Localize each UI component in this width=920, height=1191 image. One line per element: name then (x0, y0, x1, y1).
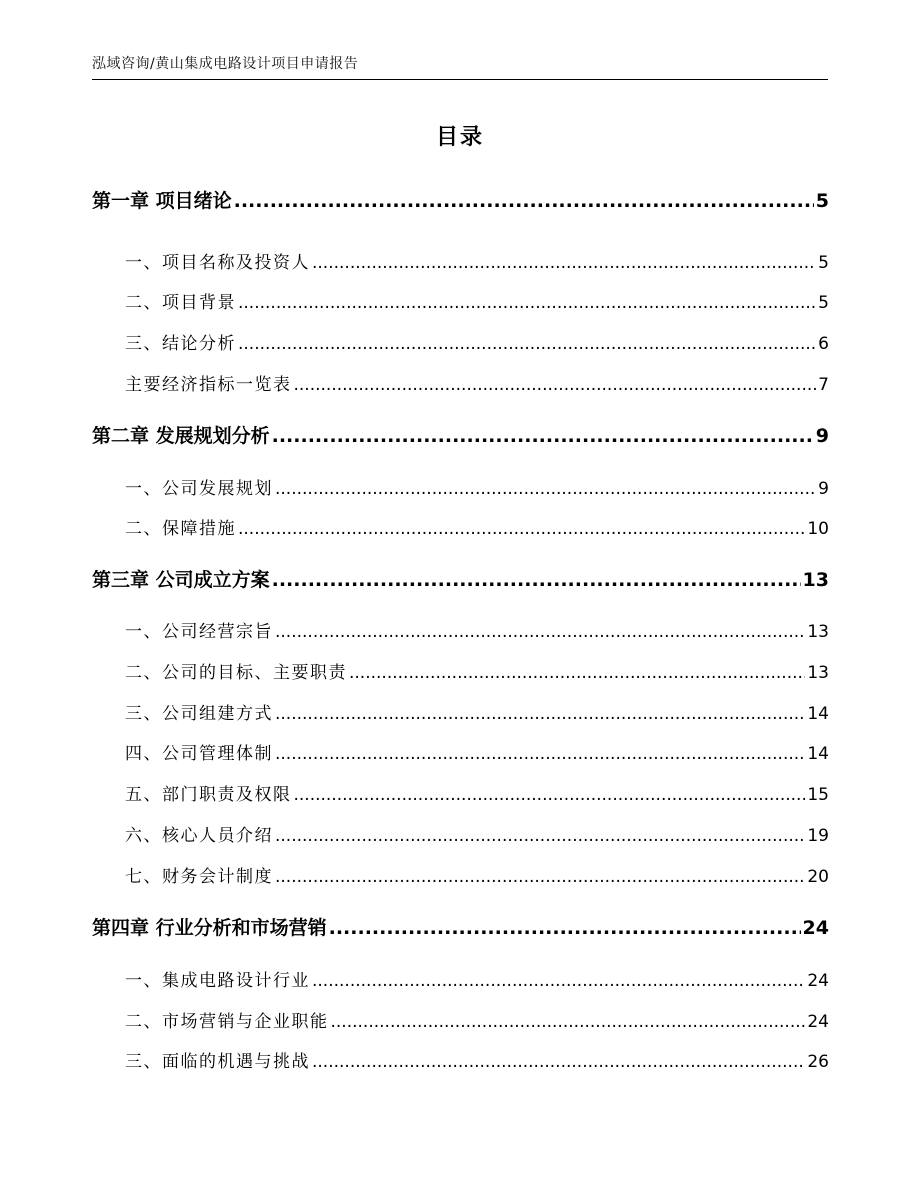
toc-entry-section[interactable] (125, 329, 829, 354)
dot-leader (272, 425, 814, 447)
toc-entry-page: 19 (807, 826, 829, 846)
toc-entry-page: 10 (807, 519, 829, 539)
toc-entry-number: 一、 (125, 253, 162, 273)
toc-entry-page: 24 (802, 917, 829, 939)
toc-entry-title: 项目名称及投资人 (162, 253, 310, 273)
toc-entry-title: 部门职责及权限 (162, 785, 292, 805)
toc-entry-section[interactable] (125, 780, 829, 805)
dot-leader (331, 1012, 806, 1032)
toc-entry-page: 13 (802, 569, 829, 591)
toc-entry-number: 三、 (125, 334, 162, 354)
toc-entry-page: 24 (807, 971, 829, 991)
dot-leader (294, 375, 817, 395)
toc-entry-section[interactable] (125, 248, 829, 273)
toc-entry-page: 14 (807, 704, 829, 724)
toc-entry-number: 二、 (125, 519, 162, 539)
toc-entry-page: 26 (807, 1052, 829, 1072)
dot-leader (294, 785, 806, 805)
toc-entry-section[interactable] (125, 739, 829, 764)
toc-entry-section[interactable] (125, 370, 829, 395)
toc-title: 目录 (435, 125, 484, 150)
toc-entry-title: 公司管理体制 (162, 744, 273, 764)
toc-entry-number: 三、 (125, 704, 162, 724)
toc-entry-page: 5 (815, 190, 829, 212)
toc-entry-title: 公司的目标、主要职责 (162, 663, 347, 683)
dot-leader (275, 826, 805, 846)
toc-entry-page: 9 (815, 425, 829, 447)
toc-entry-title: 公司发展规划 (162, 479, 273, 499)
dot-leader (272, 569, 801, 591)
dot-leader (234, 190, 814, 212)
dot-leader (329, 917, 801, 939)
toc-entry-number: 一、 (125, 622, 162, 642)
toc-entry-number: 七、 (125, 867, 162, 887)
toc-entry-title: 核心人员介绍 (162, 826, 273, 846)
toc-entry-section[interactable] (125, 1007, 829, 1032)
toc-entry-chapter-2[interactable] (92, 421, 829, 448)
toc-entry-number: 三、 (125, 1052, 162, 1072)
toc-entry-number: 四、 (125, 744, 162, 764)
dot-leader (349, 663, 805, 683)
dot-leader (275, 744, 805, 764)
toc-entry-number: 二、 (125, 293, 162, 313)
toc-entry-page: 5 (818, 253, 829, 273)
toc-entry-page: 6 (818, 334, 829, 354)
dot-leader (275, 704, 805, 724)
toc-entry-title: 项目背景 (162, 293, 236, 313)
toc-entry-number: 五、 (125, 785, 162, 805)
toc-entry-number: 一、 (125, 479, 162, 499)
toc-entry-section[interactable] (125, 288, 829, 313)
dot-leader (312, 971, 805, 991)
toc-entry-number: 二、 (125, 1012, 162, 1032)
dot-leader (312, 1052, 805, 1072)
dot-leader (275, 479, 816, 499)
dot-leader (238, 293, 816, 313)
toc-entry-title: 集成电路设计行业 (162, 971, 310, 991)
toc-entry-section[interactable] (125, 821, 829, 846)
toc-entry-title: 公司组建方式 (162, 704, 273, 724)
toc-entry-title: 第四章 行业分析和市场营销 (92, 917, 327, 939)
toc-entry-page: 14 (807, 744, 829, 764)
toc-entry-title: 面临的机遇与挑战 (162, 1052, 310, 1072)
running-header: 泓域咨询/黄山集成电路设计项目申请报告 (92, 56, 359, 72)
toc-entry-title: 第二章 发展规划分析 (92, 425, 270, 447)
toc-entry-number: 二、 (125, 663, 162, 683)
toc-entry-section[interactable] (125, 1047, 829, 1072)
toc-entry-section[interactable] (125, 617, 829, 642)
toc-entry-number: 六、 (125, 826, 162, 846)
toc-entry-title: 第三章 公司成立方案 (92, 569, 270, 591)
toc-entry-page: 24 (807, 1012, 829, 1032)
dot-leader (275, 867, 805, 887)
toc-entry-section[interactable] (125, 474, 829, 499)
dot-leader (312, 253, 816, 273)
toc-entry-page: 9 (818, 479, 829, 499)
toc-entry-section[interactable] (125, 862, 829, 887)
toc-entry-chapter-1[interactable] (92, 186, 829, 213)
toc-entry-page: 15 (807, 785, 829, 805)
toc-entry-page: 7 (818, 375, 829, 395)
dot-leader (275, 622, 805, 642)
toc-entry-section[interactable] (125, 658, 829, 683)
toc-entry-title: 财务会计制度 (162, 867, 273, 887)
toc-entry-title: 市场营销与企业职能 (162, 1012, 329, 1032)
dot-leader (238, 519, 805, 539)
dot-leader (238, 334, 816, 354)
toc-entry-title: 第一章 项目绪论 (92, 190, 232, 212)
toc-entry-title: 公司经营宗旨 (162, 622, 273, 642)
toc-entry-title: 主要经济指标一览表 (125, 375, 292, 395)
toc-entry-section[interactable] (125, 514, 829, 539)
toc-entry-chapter-3[interactable] (92, 565, 829, 592)
toc-entry-page: 5 (818, 293, 829, 313)
toc-entry-section[interactable] (125, 966, 829, 991)
toc-entry-page: 20 (807, 867, 829, 887)
toc-entry-page: 13 (807, 663, 829, 683)
toc-entry-title: 保障措施 (162, 519, 236, 539)
toc-entry-chapter-4[interactable] (92, 913, 829, 940)
toc-entry-page: 13 (807, 622, 829, 642)
toc-entry-number: 一、 (125, 971, 162, 991)
toc-entry-section[interactable] (125, 699, 829, 724)
toc-entry-title: 结论分析 (162, 334, 236, 354)
